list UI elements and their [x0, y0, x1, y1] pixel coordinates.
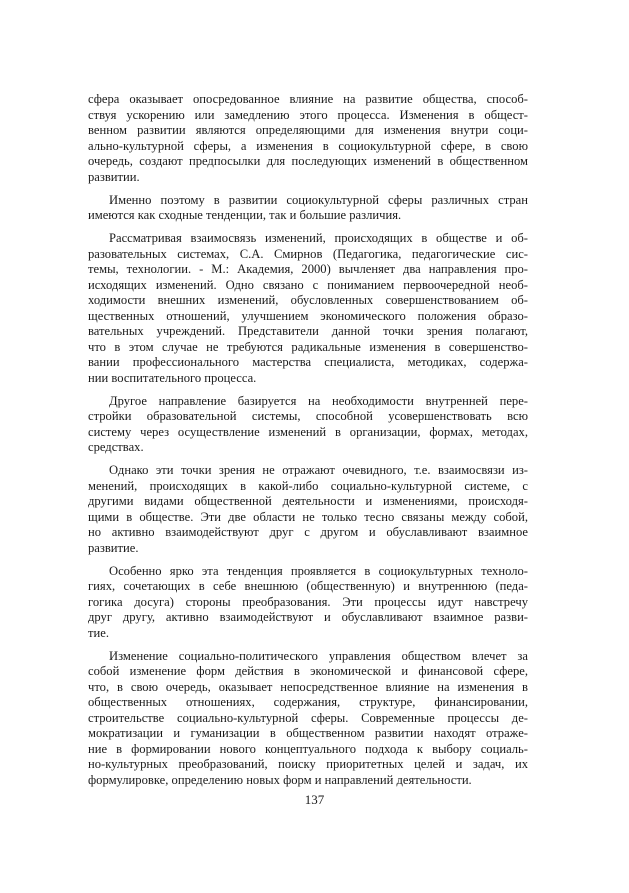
paragraph-7	[88, 649, 528, 789]
text-line: нии воспитательного процесса.	[88, 370, 257, 385]
text-line: Именно поэтому в развитии социокультурной сферы различных стран	[109, 192, 528, 207]
text-line: Другое направление базируется на необходимости внутренней пере-	[109, 393, 528, 408]
paragraph-1	[88, 92, 528, 185]
text-line: очередь, создают предпосылки для последующих изменений в общественном развитии.	[88, 154, 528, 184]
text-line: ние в формировании нового концептуального подхода к выбору социаль-	[88, 741, 528, 756]
text-line: ходимости внешних изменений, обусловленных совершенствованием об-	[88, 293, 528, 307]
paragraph-4	[88, 394, 528, 456]
text-line: стройки образовательной системы, способной усовершенствовать всю	[88, 409, 528, 423]
text-line: мократизации и гуманизации в общественном развитии находят отраже-	[88, 726, 528, 740]
text-line: что, в свою очередь, оказывает непосредственное влияние на изменения в	[88, 679, 528, 694]
text-line: формулировке, определению новых форм и направлений деятельности.	[88, 772, 472, 787]
text-line: строительстве социально-культурной сферы. Современные процессы де-	[88, 710, 528, 725]
text-line: разовательных системах, С.А. Смирнов (Педагогика, педагогические сис-	[88, 246, 528, 261]
text-line: систему через осуществление изменений в организации, формах, методах,	[88, 424, 528, 439]
paragraph-2	[88, 193, 528, 224]
text-line: средствах.	[88, 440, 144, 454]
text-line: но-культурных преобразований, поиску приоритетных целей и задач, их	[88, 757, 528, 771]
paragraph-6	[88, 564, 528, 642]
text-line: тие.	[88, 625, 109, 640]
text-line: Особенно ярко эта тенденция проявляется в социокультурных техноло-	[109, 563, 528, 578]
text-line: друг другу, активно взаимодействуют и обуславливают взаимное разви-	[88, 610, 528, 624]
text-line: развитие.	[88, 540, 139, 555]
text-line: ально-культурной сферы, а изменения в социокультурной сфере, в свою	[88, 138, 528, 153]
text-line: Изменение социально-политического управления обществом влечет за	[109, 648, 528, 663]
text-line: щественных отношений, улучшением экономического положения образо-	[88, 308, 528, 323]
page-number: 137	[304, 792, 325, 807]
text-line: общественных отношениях, содержания, структуре, финансировании,	[88, 695, 528, 709]
text-line: исходящих изменений. Одно связано с пониманием первоочередной необ-	[88, 277, 528, 292]
text-line: менений, происходящих в какой-либо социально-культурной системе, с	[88, 478, 528, 493]
text-line: сфера оказывает опосредованное влияние на развитие общества, способ-	[88, 92, 528, 106]
text-line: Однако эти точки зрения не отражают очевидного, т.е. взаимосвязи из-	[109, 463, 528, 477]
text-line: щими в обществе. Эти две области не только тесно связаны между собой,	[88, 509, 528, 524]
text-line: венном развитии являются определяющими для изменения внутри соци-	[88, 123, 528, 137]
text-line: вательных учреждений. Представители данной точки зрения полагают,	[88, 324, 528, 338]
text-line: что в этом случае не требуются радикальные изменения в совершенство-	[88, 339, 528, 354]
text-line: собой изменение форм действия в экономической и финансовой сфере,	[88, 664, 528, 678]
text-line: темы, технологии. - М.: Академия, 2000) вычленяет два направления про-	[88, 262, 528, 276]
text-line: вании профессионального мастерства специалиста, методиках, содержа-	[88, 355, 528, 369]
text-line: но активно взаимодействуют друг с другом и обуславливают взаимное	[88, 525, 528, 539]
text-line: гогика досуга) стороны преобразования. Эти процессы идут навстречу	[88, 594, 528, 609]
text-line: имеются как сходные тенденции, так и большие различия.	[88, 208, 402, 222]
paragraph-5	[88, 463, 528, 556]
text-line: Рассматривая взаимосвязь изменений, происходящих в обществе и об-	[109, 231, 528, 245]
paragraph-3	[88, 231, 528, 386]
text-line: ствуя ускорению или замедлению этого процесса. Изменения в общест-	[88, 107, 528, 122]
text-line: гиях, сочетающих в себе внешнюю (общественную) и внутреннюю (педа-	[88, 579, 528, 593]
text-line: другими видами общественной деятельности и изменениями, происходя-	[88, 494, 528, 508]
document-page	[88, 92, 528, 796]
